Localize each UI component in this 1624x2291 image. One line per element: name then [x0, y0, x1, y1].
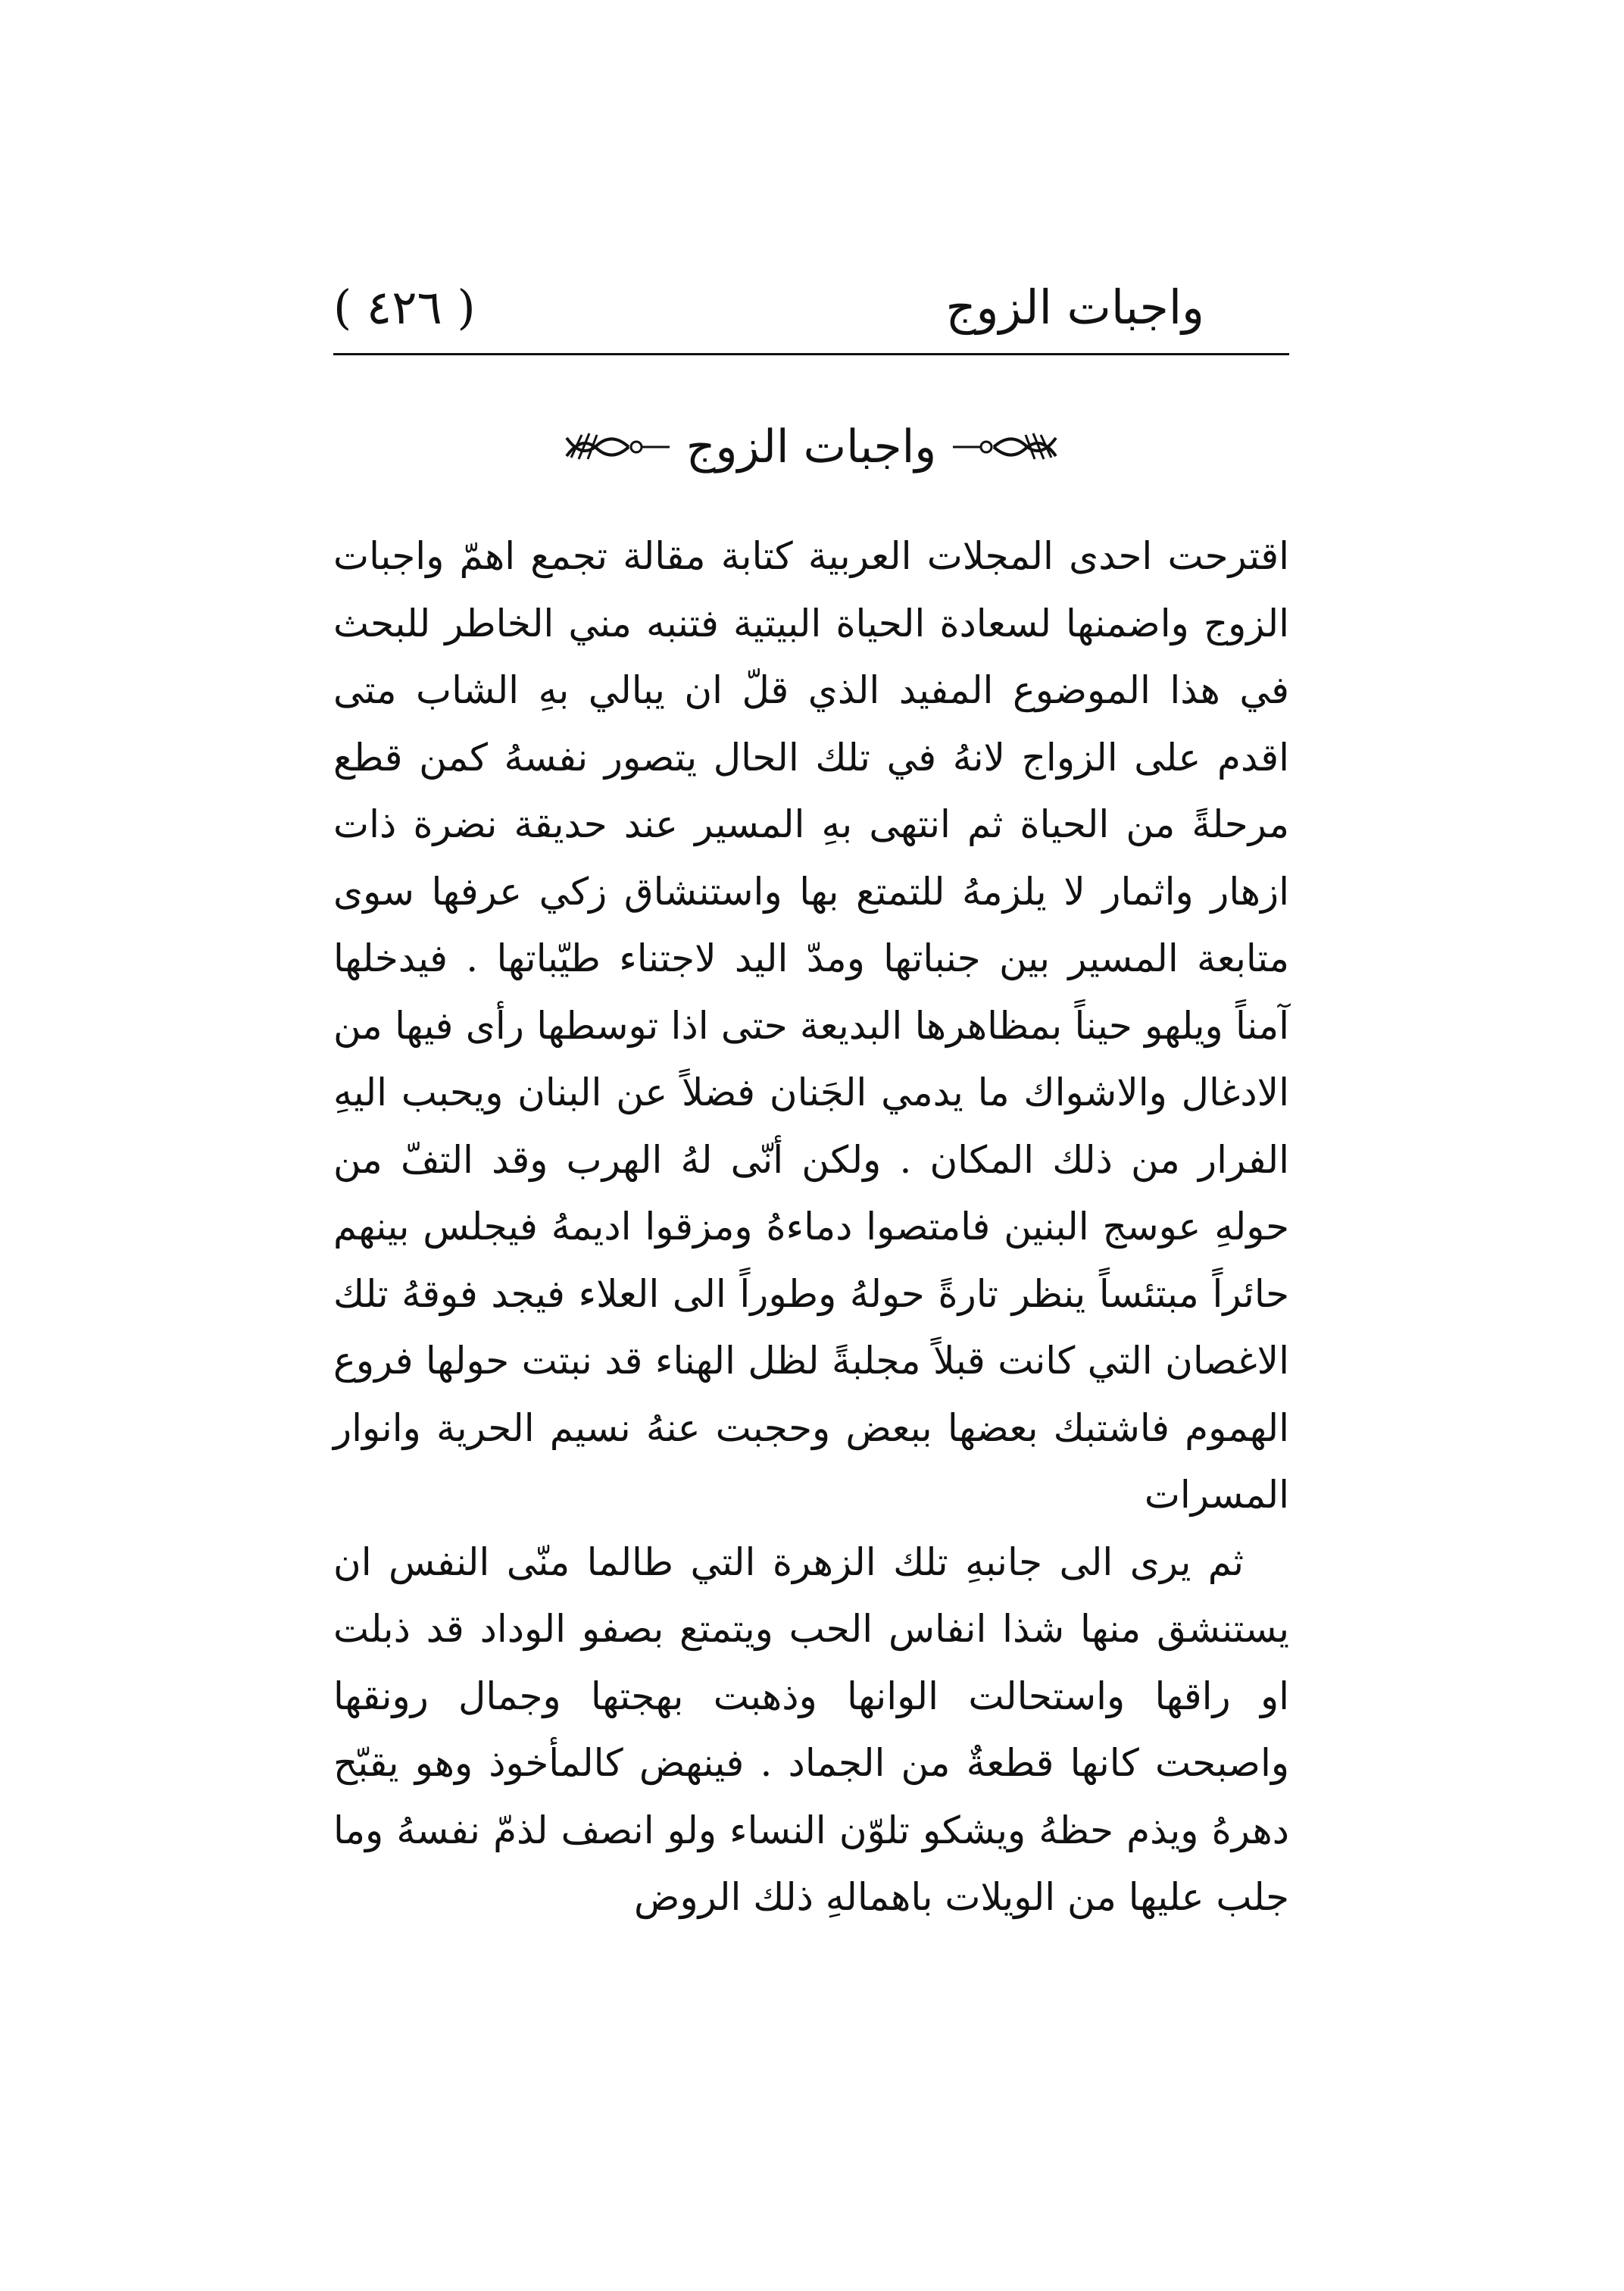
ornament-flourish-icon — [559, 424, 673, 470]
running-header — [333, 269, 1273, 345]
section-heading — [333, 413, 1289, 481]
paragraph: ثم يرى الى جانبهِ تلك الزهرة التي طالما منّى النفس ان يستنشق منها شذا انفاس الحب ويتمتع بصفو الوداد قد ذبلت او راقها واستحالت الوانها وذهبت بهجتها وجمال رونقها واصبحت كانها قطعةٌ من الجماد . فينهض كالمأخوذ وهو يقبّح دهرهُ ويذم حظهُ ويشكو تلوّن النساء ولو انصف لذمّ نفسهُ وما جلب عليها من الويلات باهمالهِ ذلك الروض — [333, 1539, 1289, 1919]
header-rule — [333, 353, 1289, 355]
ornament-flourish-icon — [950, 424, 1063, 470]
running-title: واجبات الزوج — [945, 279, 1204, 335]
section-title: واجبات الزوج — [686, 420, 937, 474]
page-number: ( ٤٢٦ ) — [333, 279, 476, 335]
paragraph: اقترحت احدى المجلات العربية كتابة مقالة تجمع اهمّ واجبات الزوج واضمنها لسعادة الحياة البيتية فتنبه مني الخاطر للبحث في هذا الموضوع المفيد الذي قلّ ان يبالي بهِ الشاب متى اقدم على الزواج لانهُ في تلك الحال يتصور نفسهُ كمن قطع مرحلةً من الحياة ثم انتهى بهِ المسير عند حديقة نضرة ذات ازهار واثمار لا يلزمهُ للتمتع بها واستنشاق زكي عرفها سوى متابعة المسير بين جنباتها ومدّ اليد لاجتناء طيّباتها . فيدخلها آمناً ويلهو حيناً بمظاهرها البديعة حتى اذا توسطها رأى فيها من الادغال والاشواك ما يدمي الجَنان فضلاً عن البنان ويحبب اليهِ الفرار من ذلك المكان . ولكن أنّى لهُ الهرب وقد التفّ من حولهِ عوسج البنين فامتصوا دماءهُ ومزقوا اديمهُ فيجلس بينهم حائراً مبتئساً ينظر تارةً حولهُ وطوراً الى العلاء فيجد فوقهُ تلك الاغصان التي كانت قبلاً مجلبةً لظل الهناء قد نبتت حولها فروع الهموم فاشتبك بعضها ببعض وحجبت عنهُ نسيم الحرية وانوار المسرات — [333, 534, 1290, 1517]
body-text — [333, 523, 1289, 1931]
